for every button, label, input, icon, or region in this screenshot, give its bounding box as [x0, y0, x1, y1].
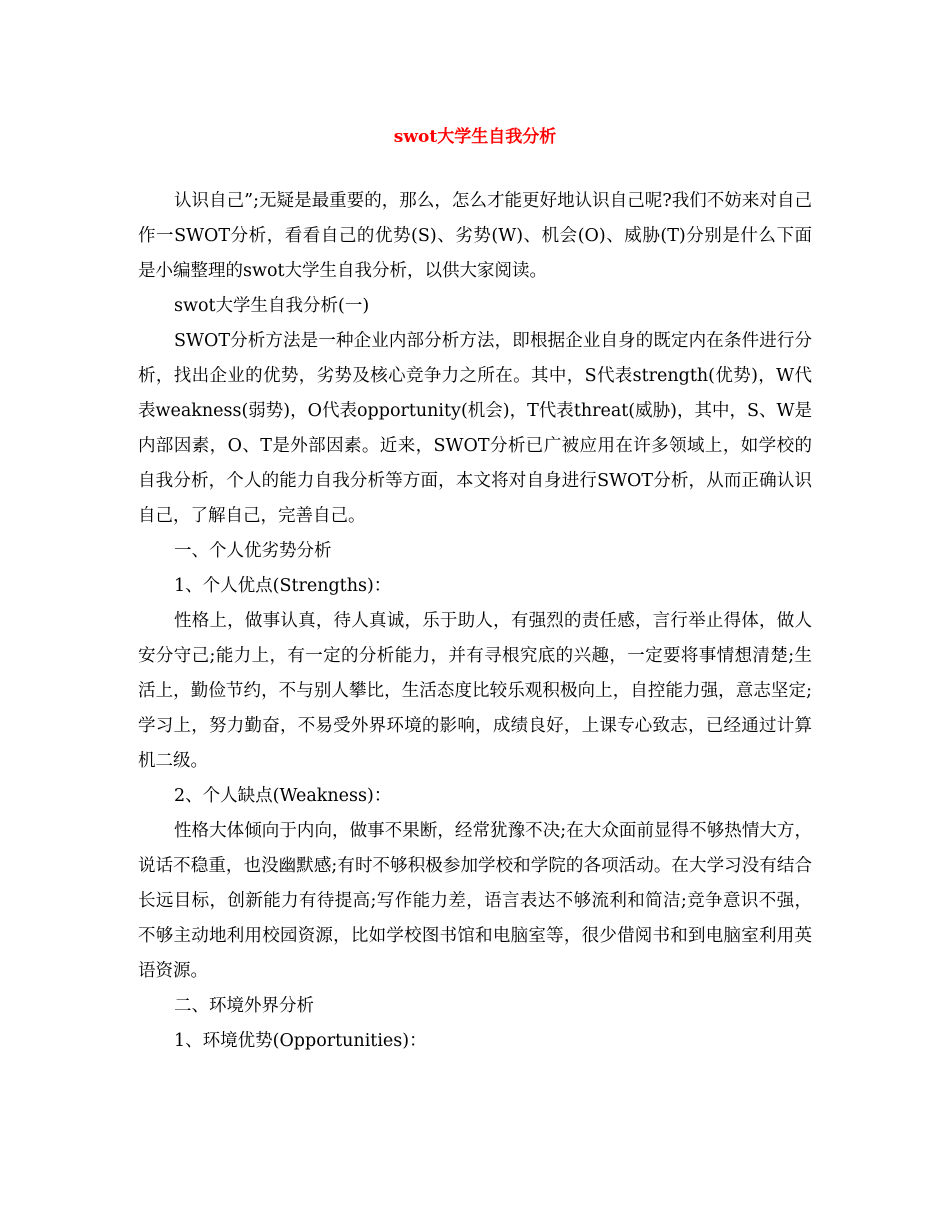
- paragraph-swot-definition: SWOT分析方法是一种企业内部分析方法，即根据企业自身的既定内在条件进行分析，找出企业的优势，劣势及核心竞争力之所在。其中，S代表strength(优势)，W代表weakness(弱势)，O代表opportunity(机会)，T代表threat(威胁)，其中，S、W是内部因素，O、T是外部因素。近来，SWOT分析已广被应用在许多领域上，如学校的自我分析，个人的能力自我分析等方面，本文将对自身进行SWOT分析，从而正确认识自己，了解自己，完善自己。: [138, 331, 812, 526]
- section-heading-environment: 二、环境外界分析: [174, 996, 314, 1016]
- paragraph-weakness: 性格大体倾向于内向，做事不果断，经常犹豫不决;在大众面前显得不够热情大方，说话不稳重，也没幽默感;有时不够积极参加学校和学院的各项活动。在大学习没有结合长远目标，创新能力有待提高;写作能力差，语言表达不够流利和简洁;竞争意识不强，不够主动地利用校园资源，比如学校图书馆和电脑室等，很少借阅书和到电脑室利用英语资源。: [138, 821, 812, 981]
- document-title: swot大学生自我分析: [393, 127, 557, 147]
- subheading-weakness: 2、个人缺点(Weakness)：: [174, 786, 392, 806]
- document-body: [138, 184, 812, 1059]
- paragraph-strengths: 性格上，做事认真，待人真诚，乐于助人，有强烈的责任感，言行举止得体，做人安分守己;能力上，有一定的分析能力，并有寻根究底的兴趣，一定要将事情想清楚;生活上，勤俭节约，不与别人攀比，生活态度比较乐观积极向上，自控能力强，意志坚定;学习上，努力勤奋，不易受外界环境的影响，成绩良好，上课专心致志，已经通过计算机二级。: [138, 611, 812, 771]
- subheading-strengths: 1、个人优点(Strengths)：: [174, 576, 392, 596]
- paragraph-intro: 认识自己”;无疑是最重要的，那么，怎么才能更好地认识自己呢?我们不妨来对自己作一SWOT分析，看看自己的优势(S)、劣势(W)、机会(O)、威胁(T)分别是什么下面是小编整理的swot大学生自我分析，以供大家阅读。: [138, 191, 812, 281]
- section-heading-part-one: swot大学生自我分析(一): [174, 296, 370, 316]
- subheading-opportunities: 1、环境优势(Opportunities)：: [174, 1031, 427, 1051]
- section-heading-personal-analysis: 一、个人优劣势分析: [174, 541, 332, 561]
